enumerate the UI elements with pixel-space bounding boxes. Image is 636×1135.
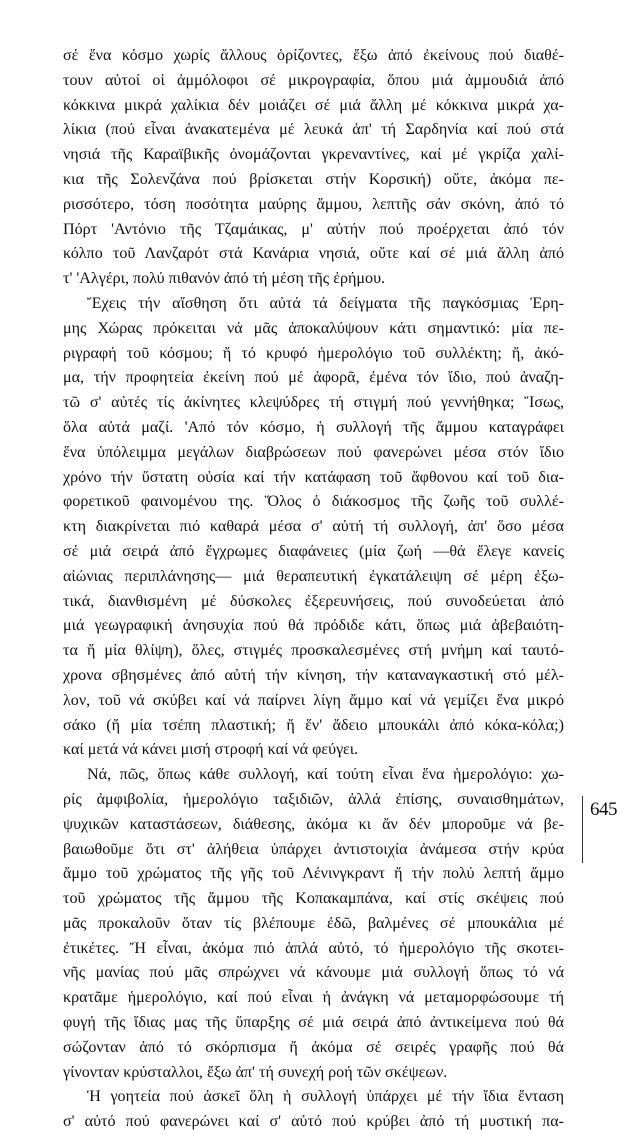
text-line: βαιωθοῦμε ὅτι στ' ἀλήθεια ὑπάρχει ἀντιστοιχία ἀνάμεσα στήν κρύα bbox=[63, 840, 564, 858]
text-line: χρόνο τήν ὕστατη οὐσία καί τήν κατάφαση τοῦ ἄφθονου καί τοῦ δια- bbox=[63, 468, 564, 486]
text-line: ἐτικέτες. Ἤ εἶναι, ἀκόμα πιό ἁπλά αὐτό, τό ἡμερολόγιο τῆς σκοτει- bbox=[63, 939, 564, 957]
text-line: Πόρτ 'Αντόνιο τῆς Τζαμάικας, μ' αὐτήν πού προέρχεται ἀπό τόν bbox=[63, 220, 564, 238]
text-line: ρίς ἀμφιβολία, ἡμερολόγιο ταξιδιῶν, ἀλλά ἐπίσης, συναισθημάτων, bbox=[63, 790, 564, 808]
text-line: σάκο (ἤ μία τσέπη πλαστική; ἤ ἕν' ἄδειο μπουκάλι ἀπό κόκα-κόλα;) bbox=[63, 716, 564, 734]
text-line: φορετικοῦ φαινομένου της. Ὅλος ὁ διάκοσμος τῆς ζωῆς τοῦ συλλέ- bbox=[63, 493, 564, 511]
text-line: σ' αὐτό πού φανερώνει καί σ' αὐτό πού κρύβει ἀπό τή μυστική πα- bbox=[63, 1113, 564, 1131]
text-line: γίνονταν κρύσταλλοι, ἔξω ἀπ' τή συνεχή ροή τῶν σκέψεων. bbox=[63, 1063, 448, 1081]
text-line: τ' 'Αλγέρι, πολύ πιθανόν ἀπό τή μέση τῆς ἐρήμου. bbox=[63, 270, 386, 288]
text-line: Ἔχεις τήν αἴσθηση ὅτι αὐτά τά δείγματα τῆς παγκόσμιας Ἐρη- bbox=[87, 294, 564, 312]
text-line: ψυχικῶν καταστάσεων, διάθεσης, ἀκόμα κι ἄν δέν μποροῦμε νά βε- bbox=[63, 815, 564, 833]
text-line: μᾶς προκαλοῦν ὅταν τίς βλέπουμε ἐδῶ, βαλμένες σέ μπουκάλια μέ bbox=[63, 914, 564, 932]
text-line: σώζονταν ἀπό τό σκόρπισμα ἤ ἀκόμα σέ σειρές γραφῆς πού θά bbox=[63, 1038, 564, 1056]
text-line: νησιά τῆς Καραϊβικῆς ὀνομάζονται γκρεναντίνες, καί μέ γκρίζα χαλί- bbox=[63, 146, 564, 164]
text-line: μιά γεωγραφική ἀνησυχία πού θά πρόδιδε κάτι, ὅπως μιά ἀβεβαιότη- bbox=[63, 617, 564, 635]
text-line: φυγή τῆς ἴδιας μας τῆς ὕπαρξης σέ μιά σειρά ἀπό ἀντικείμενα πού θά bbox=[63, 1014, 564, 1032]
text-line: νῆς μανίας πού μᾶς σπρώχνει νά κάνουμε μιά συλλογή ὅπως τό νά bbox=[63, 964, 564, 982]
text-line: κόκκινα μικρά χαλίκια δέν μοιάζει σέ μιά ἄλλη μέ κόκκινα μικρά χα- bbox=[63, 96, 564, 114]
text-line: αἰώνιας περιπλάνησης— μιά θεραπευτική ἐγκατάλειψη σέ μέρη ἐξω- bbox=[63, 567, 564, 585]
text-line: Ἡ γοητεία πού ἀσκεῖ ὅλη ἡ συλλογή ὑπάρχει μέ τήν ἴδια ἔνταση bbox=[87, 1088, 564, 1106]
text-line: λον, τοῦ νά σκύβει καί νά παίρνει λίγη ἄμμο καί νά γεμίζει ἕνα μικρό bbox=[63, 691, 564, 709]
text-line: λίκια (πού εἶναι ἀνακατεμένα μέ λευκά ἀπ' τή Σαρδηνία καί πού στά bbox=[63, 121, 564, 139]
text-line: ριγραφή τοῦ κόσμου; ἤ τό κρυφό ἡμερολόγιο τοῦ συλλέκτη; ἤ, ἀκό- bbox=[63, 344, 564, 362]
text-line: κτη διακρίνεται πιό καθαρά μέσα σ' αὐτή τή συλλογή, ἀπ' ὅσο μέσα bbox=[63, 518, 564, 536]
text-line: χρονα σβησμένες ἀπό αὐτή τήν κίνηση, τήν καταναγκαστική στό μέλ- bbox=[63, 666, 564, 684]
margin-rule bbox=[582, 796, 583, 863]
text-line: μης Χώρας πρόκειται νά μᾶς ἀποκαλύψουν κάτι σημαντικό: μία πε- bbox=[63, 319, 564, 337]
text-line: σέ ἕνα κόσμο χωρίς ἄλλους ὁρίζοντες, ἔξω ἀπό ἐκείνους πού διαθέ- bbox=[63, 47, 564, 64]
text-line: ἕνα ὑπόλειμμα μεγάλων διαβρώσεων πού φανερώνει μέσα στόν ἴδιο bbox=[63, 443, 564, 461]
text-line: Νά, πῶς, ὅπως κάθε συλλογή, καί τούτη εἶναι ἕνα ἡμερολόγιο: χω- bbox=[87, 766, 564, 784]
text-line: σέ μιά σειρά ἀπό ἔγχρωμες διαφάνειες (μία ζωή —θά ἔλεγε κανείς bbox=[63, 542, 564, 560]
text-line: ὅλα αὐτά μαζί. 'Από τόν κόσμο, ἡ συλλογή τῆς ἄμμου καταγράφει bbox=[63, 418, 564, 436]
text-line: τουν αὐτοί οἱ ἀμμόλοφοι σέ μικρογραφία, ὅπου μιά ἀμμουδιά ἀπό bbox=[63, 71, 564, 89]
text-line: κια τῆς Σολενζάνα πού βρίσκεται στήν Κορσική) οὔτε, ἀκόμα πε- bbox=[63, 170, 564, 188]
text-line: τῶ σ' αὐτές τίς ἀκίνητες κλεψύδρες τή στιγμή πού γεννήθηκα; Ἴσως, bbox=[63, 394, 564, 412]
text-line: τα ἤ μία θλίψη), ὅλες, στιγμές προσκαλεσμένες στή μνήμη καί ταυτό- bbox=[63, 642, 564, 660]
text-line: κόλπο τοῦ Λανζαρότ στά Κανάρια νησιά, οὔτε καί σέ μιά ἄλλη ἀπό bbox=[63, 245, 564, 263]
page-number: 645 bbox=[590, 799, 617, 820]
text-line: μα, τήν προφητεία ἐκείνη πού μέ ἀφορᾶ, ἐμένα τόν ἴδιο, πού ἀναζη- bbox=[63, 369, 564, 387]
text-line: ρισσότερο, τόση ποσότητα μαύρης ἄμμου, λεπτῆς σάν σκόνη, ἀπό τό bbox=[63, 195, 564, 213]
text-line: καί μετά νά κάνει μισή στροφή καί νά φεύγει. bbox=[63, 741, 359, 759]
text-line: κρατᾶμε ἡμερολόγιο, καί πού εἶναι ἡ ἀνάγκη νά μεταμορφώσουμε τή bbox=[63, 989, 564, 1007]
body-text bbox=[63, 44, 564, 1135]
text-line: ἄμμο τοῦ χρώματος τῆς γῆς τοῦ Λένινγκραντ ἤ τήν πολύ λεπτή ἄμμο bbox=[63, 865, 564, 883]
text-line: τοῦ χρώματος τῆς ἄμμου τῆς Κοπακαμπάνα, καί στίς σκέψεις πού bbox=[63, 890, 564, 908]
text-line: τικά, διανθισμένη μέ δύσκολες ἐξερευνήσεις, πού συνοδεύεται ἀπό bbox=[63, 592, 564, 610]
